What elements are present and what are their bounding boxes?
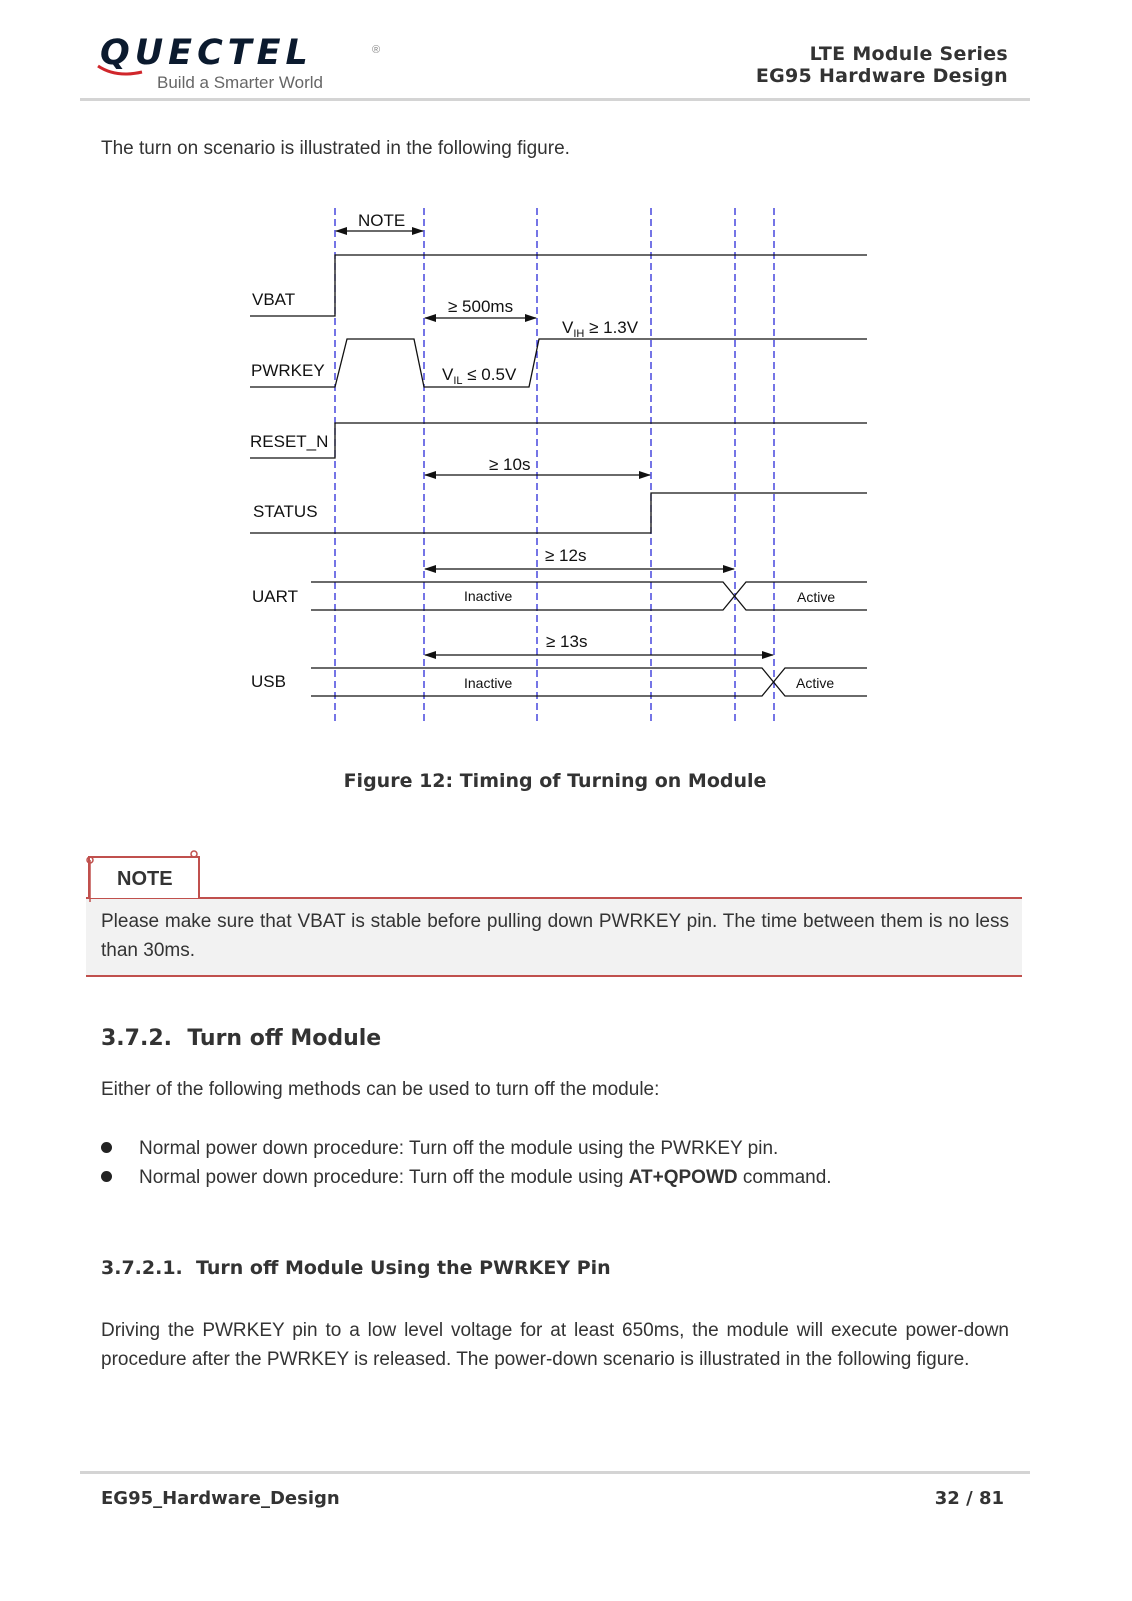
- label-t10: ≥ 10s: [489, 455, 531, 474]
- label-t500: ≥ 500ms: [448, 297, 514, 316]
- label-usb-inactive: Inactive: [464, 675, 513, 691]
- label-vbat: VBAT: [252, 290, 296, 309]
- list-item: Normal power down procedure: Turn off the module using AT+QPOWD command.: [101, 1163, 832, 1192]
- registered-mark: ®: [372, 44, 381, 56]
- quectel-logo: QUECTEL: [100, 33, 313, 73]
- label-uart-active: Active: [797, 589, 836, 605]
- note-text: Please make sure that VBAT is stable before pulling down PWRKEY pin. The time between them is no less than 30ms.: [101, 911, 1009, 961]
- label-uart: UART: [252, 587, 298, 606]
- label-reset-n: RESET_N: [250, 432, 329, 451]
- uart-waveform-a: [311, 582, 867, 610]
- label-status: STATUS: [253, 502, 318, 521]
- footer-doc-name: EG95_Hardware_Design: [101, 1488, 340, 1509]
- logo-tagline: Build a Smarter World: [157, 73, 323, 92]
- footer-divider: [80, 1471, 1030, 1474]
- bullet-icon: [101, 1142, 112, 1153]
- label-usb-active: Active: [796, 675, 835, 691]
- figure-caption: Figure 12: Timing of Turning on Module: [343, 770, 767, 792]
- bullet-icon: [101, 1171, 112, 1182]
- usb-waveform-a: [311, 668, 867, 696]
- uart-waveform-b: [311, 582, 867, 610]
- label-vih: $V_{IH} \ge 1.3V$: [562, 318, 639, 340]
- section-heading: 3.7.2. Turn off Module: [101, 1026, 382, 1051]
- section-intro: Either of the following methods can be used to turn off the module:: [101, 1079, 660, 1100]
- header-doc-title: EG95 Hardware Design: [755, 65, 1008, 87]
- footer-page-number: 32 / 81: [934, 1488, 1004, 1509]
- label-vil: $V_{IL} \le 0.5V$: [442, 365, 517, 387]
- intro-paragraph: The turn on scenario is illustrated in the following figure.: [101, 138, 570, 159]
- header-series: LTE Module Series: [809, 43, 1008, 65]
- at-command: AT+QPOWD: [628, 1167, 738, 1188]
- label-usb: USB: [251, 672, 286, 691]
- turn-on-timing-diagram: [0, 0, 1132, 760]
- subsection-paragraph: Driving the PWRKEY pin to a low level voltage for at least 650ms, the module will execute power-down procedure after the PWRKEY is released. The power-down scenario is illustrated in the following figure.: [101, 1320, 1009, 1370]
- list-item: Normal power down procedure: Turn off the module using the PWRKEY pin.: [101, 1134, 778, 1163]
- label-note-interval: NOTE: [358, 211, 406, 230]
- subsection-heading: 3.7.2.1. Turn off Module Using the PWRKEY Pin: [101, 1257, 611, 1279]
- label-t12: ≥ 12s: [545, 546, 587, 565]
- label-pwrkey: PWRKEY: [251, 361, 325, 380]
- note-label: NOTE: [117, 868, 173, 890]
- label-uart-inactive: Inactive: [464, 588, 513, 604]
- usb-waveform-b: [311, 668, 867, 696]
- label-t13: ≥ 13s: [546, 632, 588, 651]
